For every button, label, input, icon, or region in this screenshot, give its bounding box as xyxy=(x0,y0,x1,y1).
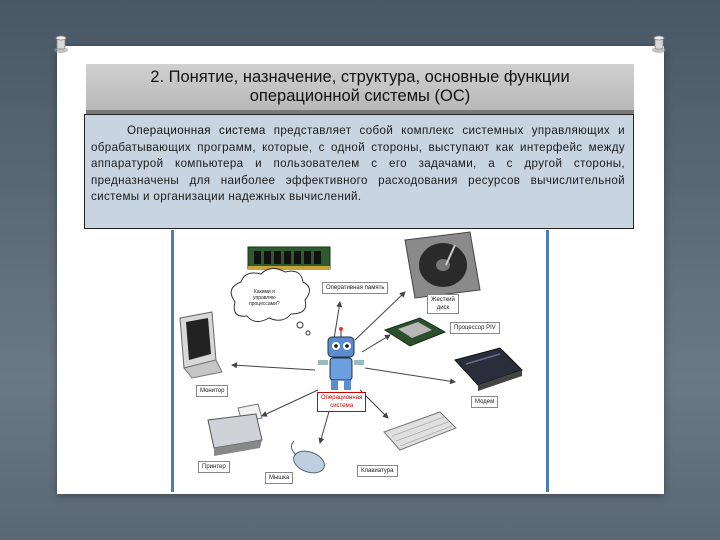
label-mouse: Мышка xyxy=(265,472,293,484)
printer-icon xyxy=(208,404,262,456)
arrow-cpu xyxy=(362,335,390,352)
label-thought: Какими я управляю процессами? xyxy=(249,289,280,307)
robot-os-icon xyxy=(318,327,364,390)
arrow-modem xyxy=(365,368,455,382)
processor-icon xyxy=(385,318,445,346)
label-modem: Модем xyxy=(471,396,498,408)
definition-term: Операционная система xyxy=(127,124,266,137)
definition-text: представляет собой комплекс системных управляющих и обрабатывающих программ, которые, с одной стороны, выступают как интерфейс между аппаратурой компьютера и пользователем с его задачами, а с другой стороны, предназначены для наиболее эффективного расходования ресурсов вычислительной системы и организации надежных вычислений. xyxy=(91,124,625,203)
label-monitor: Монитор xyxy=(196,385,228,397)
hard-disk-icon xyxy=(405,232,480,298)
label-cpu: Процессор PIV xyxy=(450,322,500,334)
arrow-printer xyxy=(262,390,318,416)
label-keyboard: Клавиатура xyxy=(357,465,398,477)
keyboard-icon xyxy=(384,412,456,450)
label-operating-system: Операционная система xyxy=(317,392,366,412)
label-printer: Принтер xyxy=(198,461,230,473)
definition-box xyxy=(84,114,634,229)
slide-title: 2. Понятие, назначение, структура, основные функции операционной системы (ОС) xyxy=(150,68,570,105)
modem-icon xyxy=(455,348,522,391)
arrow-mouse xyxy=(320,408,330,443)
arrow-monitor xyxy=(232,365,315,370)
mouse-icon xyxy=(291,441,328,477)
memory-icon xyxy=(248,247,330,270)
label-memory: Оперативная память xyxy=(322,282,388,294)
label-hdd: Жесткий диск xyxy=(427,294,459,314)
monitor-icon xyxy=(180,312,222,378)
